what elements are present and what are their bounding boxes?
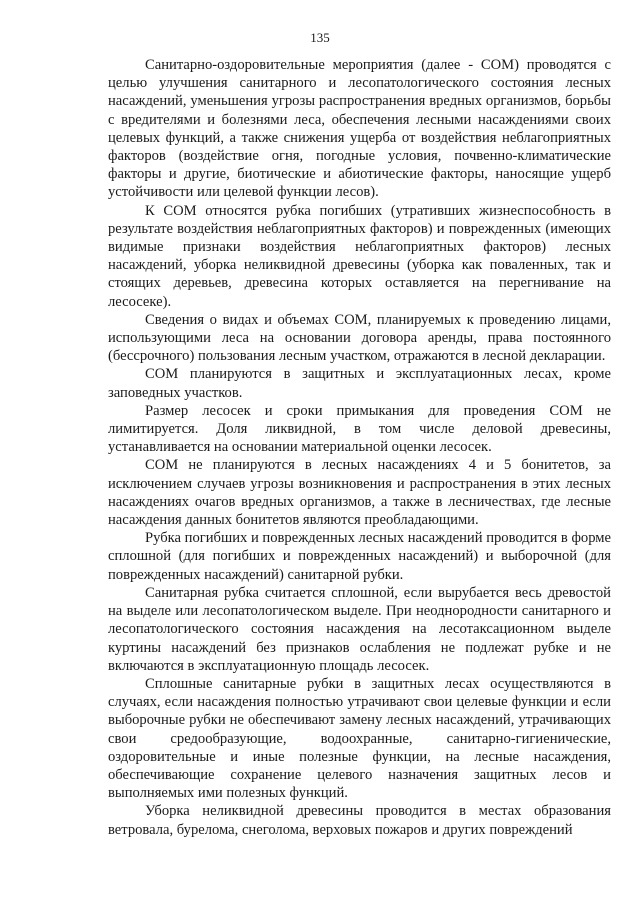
paragraph-felling-forms: Рубка погибших и поврежденных лесных насаждений проводится в форме сплошной (для погибших и поврежденных насаждений) и выборочной (для поврежденных насаждений) санитарной рубки. — [108, 530, 611, 583]
paragraph-som-planning: СОМ планируются в защитных и эксплуатационных лесах, кроме заповедных участков. — [108, 366, 611, 401]
paragraph-illiquid-wood-removal: Уборка неликвидной древесины проводится в местах образования ветровала, бурелома, снеголома, верховых пожаров и других повреждений — [108, 803, 611, 838]
paragraph-som-definition: Санитарно-оздоровительные мероприятия (далее - СОМ) проводятся с целью улучшения санитарного и лесопатологического состояния лесных насаждений, уменьшения угрозы распространения вредных организмов, борьбы с вредителями и болезнями леса, обеспечения лесными насаждениями своих целевых функций, а также снижения ущерба от воздействия неблагоприятных факторов (воздействие огня, погодные условия, почвенно-климатические факторы и другие, биотические и абиотические факторы, наносящие ущерб устойчивости или целевой функции лесов). — [108, 57, 611, 201]
document-body — [108, 56, 611, 839]
paragraph-som-declaration: Сведения о видах и объемах СОМ, планируемых к проведению лицами, использующими леса на основании договора аренды, права постоянного (бессрочного) пользования лесным участком, отражаются в лесной декларации. — [108, 311, 611, 365]
paragraph-protective-forests: Сплошные санитарные рубки в защитных лесах осуществляются в случаях, если насаждения полностью утрачивают свои целевые функции и если выборочные рубки не обеспечивают замену лесных насаждений, утрачивающих свои средообразующие, водоохранные, санитарно-гигиенические, оздоровительные и иные полезные функции, на лесные насаждения, обеспечивающие сохранение целевого назначения защитных лесов и выполняемых ими полезных функций. — [108, 675, 611, 802]
paragraph-cutting-area-size: Размер лесосек и сроки примыкания для проведения СОМ не лимитируется. Доля ликвидной, в том числе деловой древесины, устанавливается на основании материальной оценки лесосек. — [108, 402, 611, 456]
paragraph-som-includes: К СОМ относятся рубка погибших (утративших жизнеспособность в результате воздействия неблагоприятных факторов) и поврежденных (имеющих видимые признаки воздействия неблагоприятных факторов) лесных насаждений, уборка неликвидной древесины (уборка как поваленных, так и стоящих деревьев, древесина которых оставляется на перегнивание на лесосеке). — [108, 202, 611, 310]
paragraph-clear-sanitary-felling: Санитарная рубка считается сплошной, если вырубается весь древостой на выделе или лесопатологическом выделе. При неоднородности санитарного и лесопатологического состояния насаждения на лесотаксационном выделе куртины насаждений без признаков ослабления не подлежат рубке и не включаются в эксплуатационную площадь лесосек. — [108, 584, 611, 674]
page-number: 135 — [310, 30, 330, 45]
paragraph-bonitet-exclusion: СОМ не планируются в лесных насаждениях 4 и 5 бонитетов, за исключением случаев угрозы возникновения и распространения в этих лесных насаждениях очагов вредных организмов, а также в лесничествах, где лесные насаждения данных бонитетов являются преобладающими. — [108, 457, 611, 529]
